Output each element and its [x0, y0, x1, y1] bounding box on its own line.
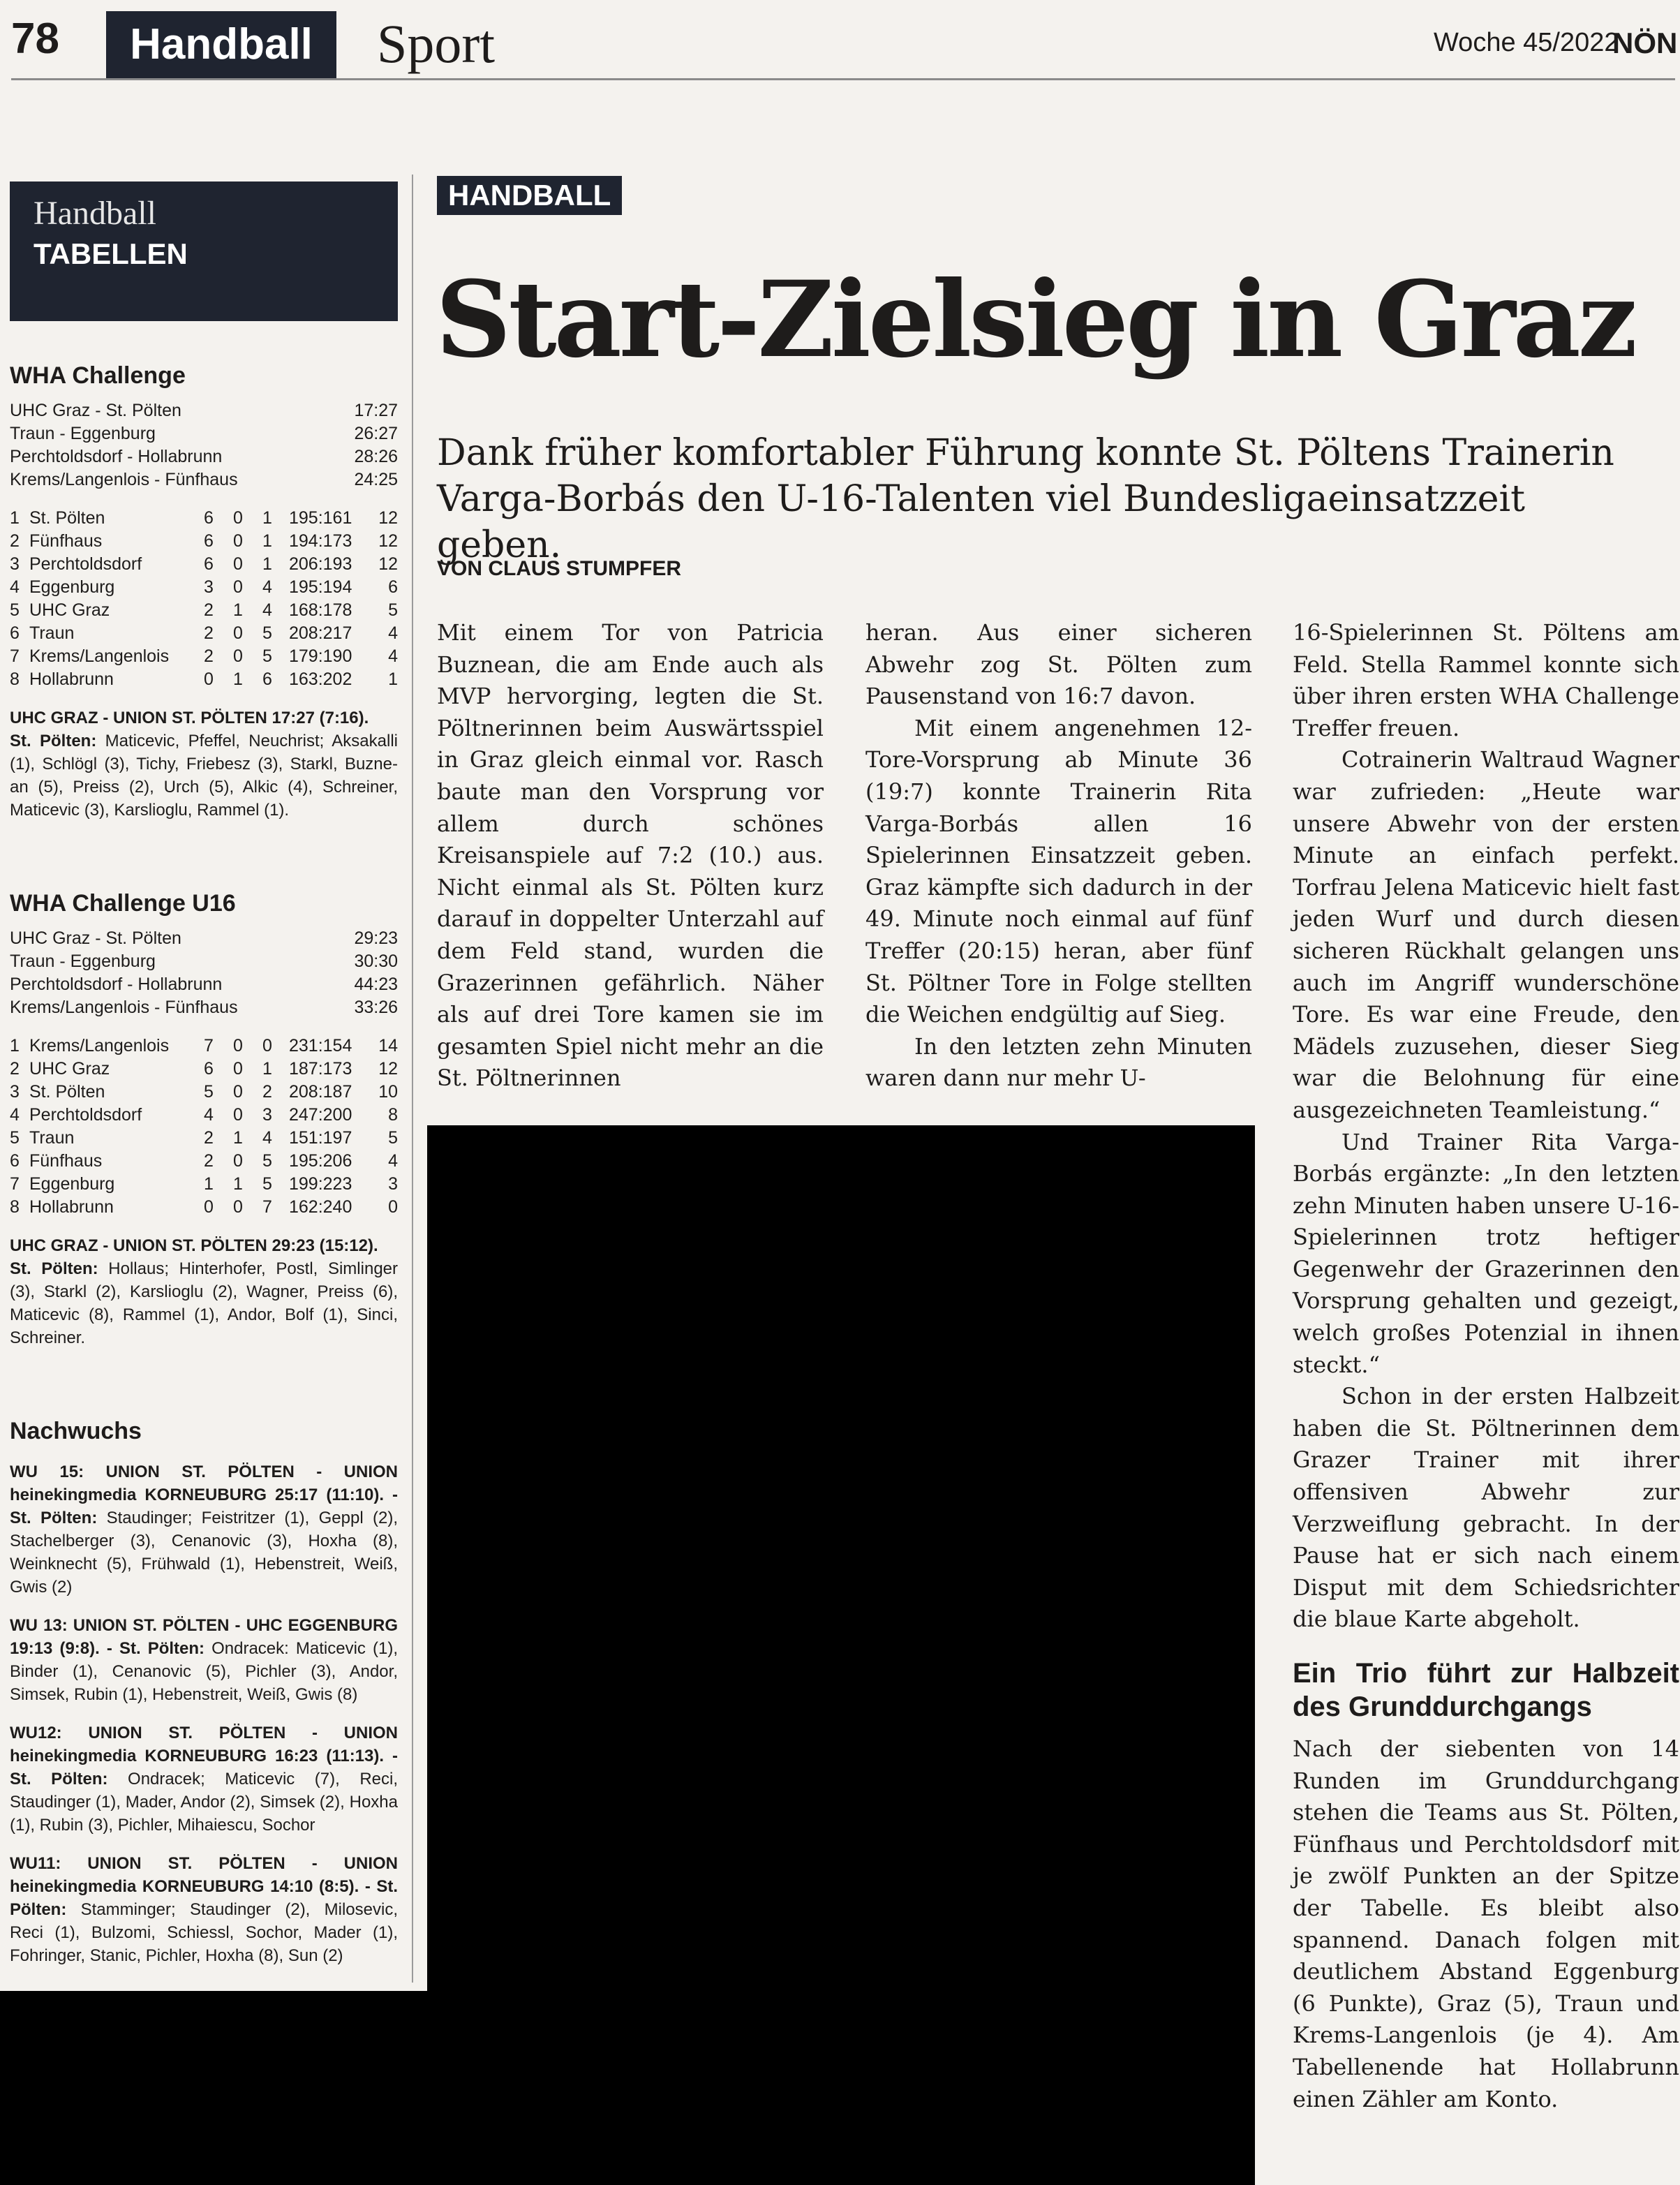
table-row [10, 668, 398, 691]
table-cell: 6 [10, 623, 20, 643]
table-cell: 5 [388, 1128, 398, 1148]
result-row: Perchtoldsdorf - Hollabrunn 44:23 [10, 975, 398, 994]
table-cell: 0 [233, 1036, 243, 1056]
table-cell: 2 [10, 1059, 20, 1079]
table-cell: 6 [204, 508, 214, 528]
table-cell: Traun [29, 1128, 75, 1148]
paragraph: 16-Spielerinnen St. Pöltens am Feld. Stella Rammel konnte sich über ihren ersten WHA Challenge Treffer freuen. [1293, 619, 1679, 741]
article-kicker: HANDBALL [437, 176, 622, 215]
wha-game-report: UHC GRAZ - UNION ST. PÖLTEN 17:27 (7:16). St. Pölten: Maticevic, Pfeffel, Neuchrist; Aksakalli (1), Schlögl (3), Tichy, Friebesz (3), Starkl, Buzne-an (5), Preiss (2), Urch (5), Alkic (4), Schreiner, Maticevic (3), Karslioglu, Rammel (1). [10, 709, 398, 820]
table-cell: Krems/Langenlois [29, 646, 170, 666]
table-cell: 0 [204, 1197, 214, 1217]
table-cell: 4 [262, 600, 272, 620]
page-number: 78 [11, 15, 59, 63]
paragraph: Cotrainerin Waltraud Wagner war zufrieden: „Heute war unsere Abwehr von der ersten Minute an einfach perfekt. Torfrau Jelena Maticevic hielt fast jeden Wurf und durch diesen sicheren Rückhalt gelangen uns auch im Angriff wunderschöne Tore. Es war eine Freude, den Mädels zuzusehen, dieser Sieg war die Belohnung für eine ausgezeichneten Teamleistung.“ [1293, 746, 1679, 1123]
table-cell: 3 [10, 1082, 20, 1102]
wha-section [10, 362, 398, 822]
table-cell: 5 [262, 623, 272, 643]
table-cell: UHC Graz [29, 600, 110, 620]
table-cell: 6 [388, 577, 398, 597]
article-byline: VON CLAUS STUMPFER [437, 557, 682, 580]
table-cell: 5 [388, 600, 398, 620]
table-cell: 1 [233, 1174, 243, 1194]
table-row [10, 553, 398, 576]
table-cell: 4 [262, 1128, 272, 1148]
table-cell: 4 [262, 577, 272, 597]
table-cell: 0 [233, 623, 243, 643]
table-cell: 2 [204, 1151, 214, 1171]
table-cell: 1 [10, 1036, 20, 1056]
column-divider [412, 175, 413, 1983]
table-cell: 7 [262, 1197, 272, 1217]
result-row: UHC Graz - St. Pölten 17:27 [10, 401, 398, 420]
table-row [10, 1127, 398, 1150]
table-cell: 6 [204, 554, 214, 574]
table-cell: 1 [233, 600, 243, 620]
paragraph: Und Trainer Rita Varga-Borbás ergänzte: „In den letzten zehn Minuten haben unsere U-16-Spielerinnen trotz heftiger Gegenwehr der Grazerinnen den Vorsprung gehalten und gezeigt, welch großes Potenzial in ihnen steckt.“ [1293, 1128, 1679, 1378]
table-cell: 8 [10, 669, 20, 689]
table-cell: 14 [378, 1036, 398, 1056]
table-cell: 1 [262, 531, 272, 551]
table-row [10, 576, 398, 599]
u16-game-report: UHC GRAZ - UNION ST. PÖLTEN 29:23 (15:12). St. Pölten: Hollaus; Hinterhofer, Postl, Simlinger (3), Starkl (2), Karslioglu (2), Wagner, Preiss (6), Maticevic (8), Rammel (1), Andor, Bolf (1), Sinci, Schreiner. [10, 1236, 399, 1347]
table-cell: 195:194 [289, 577, 352, 597]
table-cell: Eggenburg [29, 1174, 115, 1194]
table-cell: 1 [262, 1059, 272, 1079]
table-cell: 206:193 [289, 554, 352, 574]
table-cell: 0 [233, 531, 243, 551]
table-cell: 179:190 [289, 646, 352, 666]
table-cell: 7 [10, 646, 20, 666]
table-cell: Hollabrunn [29, 669, 114, 689]
table-cell: 195:161 [289, 508, 352, 528]
article-headline: Start-Zielsieg in Graz [436, 258, 1635, 381]
sidebar-title-top: Handball [34, 195, 156, 232]
table-cell: 5 [262, 646, 272, 666]
table-cell: 4 [388, 623, 398, 643]
youth-section [10, 1417, 398, 1967]
table-cell: 10 [378, 1082, 398, 1102]
redacted-bottom-area [0, 1991, 1255, 2185]
wha-standings-table [10, 507, 398, 691]
table-cell: 0 [233, 508, 243, 528]
table-row [10, 530, 398, 553]
table-cell: 5 [262, 1174, 272, 1194]
table-cell: Perchtoldsdorf [29, 1105, 142, 1125]
table-cell: 0 [233, 1151, 243, 1171]
table-row [10, 507, 398, 530]
table-cell: 5 [204, 1082, 214, 1102]
table-cell: 0 [233, 646, 243, 666]
paragraph: Mit einem angenehmen 12-Tore-Vorsprung ab Minute 36 (19:7) konnte Trainerin Rita Varga-Borbás allen 16 Spielerinnen Einsatzzeit geben. Graz kämpfte sich dadurch in der 49. Minute noch einmal auf fünf Treffer (20:15) heran, aber fünf St. Pöltner Tore in Folge stellten die Weichen endgültig auf Sieg. [865, 714, 1252, 1028]
article-column-1 [437, 617, 824, 1095]
table-cell: 12 [378, 531, 398, 551]
table-cell: Fünfhaus [29, 531, 103, 551]
table-row [10, 1150, 398, 1173]
table-cell: 4 [10, 1105, 20, 1125]
table-row [10, 1196, 398, 1219]
table-row [10, 1173, 398, 1196]
table-cell: 2 [262, 1082, 272, 1102]
table-cell: 5 [10, 600, 20, 620]
result-row: Traun - Eggenburg 26:27 [10, 424, 398, 443]
table-cell: 7 [10, 1174, 20, 1194]
issue-week: Woche 45/2022 [1434, 28, 1619, 57]
header-rule [11, 78, 1675, 80]
u16-results [10, 927, 398, 1019]
table-row [10, 1035, 398, 1058]
table-cell: 12 [378, 554, 398, 574]
table-cell: 151:197 [289, 1128, 352, 1148]
table-cell: 162:240 [289, 1197, 352, 1217]
table-cell: 5 [10, 1128, 20, 1148]
category-label: Sport [377, 13, 496, 74]
u16-section [10, 889, 398, 1349]
table-cell: 1 [204, 1174, 214, 1194]
table-cell: Perchtoldsdorf [29, 554, 142, 574]
sidebar-title-bottom: TABELLEN [34, 237, 188, 270]
table-cell: 4 [388, 646, 398, 666]
table-cell: 0 [262, 1036, 272, 1056]
table-cell: St. Pölten [29, 1082, 105, 1102]
table-cell: 168:178 [289, 600, 352, 620]
table-cell: 7 [204, 1036, 214, 1056]
table-cell: Fünfhaus [29, 1151, 103, 1171]
youth-game-report: WU 13: UNION ST. PÖLTEN - UHC EGGENBURG 19:13 (9:8). - St. Pölten: Ondracek: Maticevic (1), Binder (1), Cenanovic (5), Pichler (3), Andor, Simsek, Rubin (1), Hebenstreit, Weiß, Gwis (8) [10, 1616, 398, 1704]
result-row: Perchtoldsdorf - Hollabrunn 28:26 [10, 447, 398, 466]
table-cell: 6 [204, 1059, 214, 1079]
table-cell: 3 [388, 1174, 398, 1194]
table-cell: 163:202 [289, 669, 352, 689]
table-cell: 8 [388, 1105, 398, 1125]
paragraph: Nach der siebenten von 14 Runden im Grunddurchgang stehen die Teams aus St. Pölten, Fünfhaus und Perchtoldsdorf mit je zwölf Punkten an der Spitze der Tabelle. Es bleibt also spannend. Danach folgen mit deutlichem Abstand Eggenburg (6 Punkte), Graz (5), Traun und Krems-Langenlois (je 4). Am Tabellenende hat Hollabrunn einen Zähler am Konto. [1293, 1735, 1679, 2112]
brand-logo: NÖN [1612, 27, 1678, 59]
youth-heading: Nachwuchs [10, 1418, 142, 1444]
table-cell: 3 [10, 554, 20, 574]
table-cell: 1 [388, 669, 398, 689]
table-cell: 1 [233, 1128, 243, 1148]
table-cell: 1 [262, 508, 272, 528]
table-cell: 1 [262, 554, 272, 574]
table-cell: 4 [204, 1105, 214, 1125]
table-cell: 2 [10, 531, 20, 551]
section-label: Handball [106, 11, 336, 78]
wha-results [10, 399, 398, 491]
table-cell: Krems/Langenlois [29, 1036, 170, 1056]
table-cell: 0 [233, 1082, 243, 1102]
table-cell: 0 [204, 669, 214, 689]
table-cell: 5 [262, 1151, 272, 1171]
table-cell: 2 [204, 646, 214, 666]
table-row [10, 1058, 398, 1081]
table-cell: 6 [262, 669, 272, 689]
table-cell: 208:217 [289, 623, 352, 643]
result-row: Krems/Langenlois - Fünfhaus 33:26 [10, 998, 398, 1017]
result-row: UHC Graz - St. Pölten 29:23 [10, 928, 398, 948]
article-teaser: Dank früher komfortabler Führung konnte St. Pöltens Trainerin Varga-Borbás den U-16-Talenten viel Bundesligaeinsatzzeit geben. [437, 432, 1614, 566]
article-subhead: Ein Trio führt zur Halbzeit des Grunddurchgangs [1293, 1658, 1679, 1722]
table-cell: 8 [10, 1197, 20, 1217]
table-cell: 0 [233, 1059, 243, 1079]
table-cell: 4 [388, 1151, 398, 1171]
table-cell: Traun [29, 623, 75, 643]
paragraph: Schon in der ersten Halbzeit haben die St. Pöltnerinnen dem Grazer Trainer mit ihrer offensiven Abwehr zur Verzweiflung gebracht. In der Pause hat er sich nach einem Disput mit dem Schiedsrichter die blaue Karte abgeholt. [1293, 1383, 1679, 1633]
youth-game-report: WU11: UNION ST. PÖLTEN - UNION heinekingmedia KORNEUBURG 14:10 (8:5). - St. Pölten: Stamminger; Staudinger (2), Milosevic, Reci (1), Bulzomi, Schiessl, Sochor, Mader (1), Fohringer, Stanic, Pichler, Hoxha (8), Sun (2) [10, 1854, 398, 1965]
youth-game-report: WU12: UNION ST. PÖLTEN - UNION heinekingmedia KORNEUBURG 16:23 (11:13). - St. Pölten: Ondracek; Maticevic (7), Reci, Staudinger (1), Mader, Andor (2), Simsek (2), Hoxha (1), Rubin (3), Pichler, Mihaiescu, Sochor [10, 1724, 398, 1835]
table-row [10, 1104, 398, 1127]
table-cell: 4 [10, 577, 20, 597]
table-cell: 0 [233, 1197, 243, 1217]
table-cell: 2 [204, 1128, 214, 1148]
table-cell: 0 [233, 1105, 243, 1125]
table-cell: St. Pölten [29, 508, 105, 528]
paragraph: heran. Aus einer sicheren Abwehr zog St. Pölten zum Pausenstand von 16:7 davon. [865, 619, 1252, 710]
table-cell: 6 [10, 1151, 20, 1171]
table-cell: 2 [204, 600, 214, 620]
table-cell: 1 [233, 669, 243, 689]
table-cell: 199:223 [289, 1174, 352, 1194]
table-row [10, 599, 398, 622]
table-cell: 1 [10, 508, 20, 528]
result-row: Traun - Eggenburg 30:30 [10, 951, 398, 971]
table-cell: 195:206 [289, 1151, 352, 1171]
result-row: Krems/Langenlois - Fünfhaus 24:25 [10, 470, 398, 489]
table-cell: 2 [204, 623, 214, 643]
table-cell: UHC Graz [29, 1059, 110, 1079]
table-row [10, 645, 398, 668]
paragraph: Mit einem Tor von Patricia Buznean, die am Ende auch als MVP hervorging, legten die St. Pöltnerinnen beim Auswärtsspiel in Graz gleich einmal vor. Rasch baute man den Vorsprung vor allem durch schönes Kreisanspiele auf 7:2 (10.) aus. Nicht einmal als St. Pölten kurz darauf in doppelter Unterzahl auf dem Feld stand, wurden die Grazerinnen gefährlich. Näher als auf drei Tore kamen sie im gesamten Spiel nicht mehr an die St. Pöltnerinnen [437, 619, 824, 1092]
table-cell: Hollabrunn [29, 1197, 114, 1217]
table-row [10, 622, 398, 645]
table-cell: 0 [388, 1197, 398, 1217]
u16-standings-table [10, 1035, 398, 1219]
table-cell: 0 [233, 577, 243, 597]
article-column-2 [865, 617, 1252, 1095]
table-cell: Eggenburg [29, 577, 115, 597]
table-cell: 0 [233, 554, 243, 574]
table-cell: 187:173 [289, 1059, 352, 1079]
table-cell: 231:154 [289, 1036, 352, 1056]
table-cell: 3 [204, 577, 214, 597]
table-cell: 12 [378, 508, 398, 528]
u16-heading: WHA Challenge U16 [10, 890, 236, 917]
table-cell: 194:173 [289, 531, 352, 551]
table-cell: 6 [204, 531, 214, 551]
wha-heading: WHA Challenge [10, 362, 186, 389]
youth-game-report: WU 15: UNION ST. PÖLTEN - UNION heinekingmedia KORNEUBURG 25:17 (11:10). - St. Pölten: Staudinger; Feistritzer (1), Geppl (2), Stachelberger (3), Cenanovic (3), Hoxha (8), Weinknecht (5), Frühwald (1), Hebenstreit, Weiß, Gwis (2) [10, 1462, 398, 1597]
table-cell: 3 [262, 1105, 272, 1125]
table-cell: 208:187 [289, 1082, 352, 1102]
table-cell: 247:200 [289, 1105, 352, 1125]
table-cell: 12 [378, 1059, 398, 1079]
article-column-3 [1293, 617, 1679, 2115]
paragraph: In den letzten zehn Minuten waren dann nur mehr U- [865, 1032, 1252, 1092]
table-row [10, 1081, 398, 1104]
